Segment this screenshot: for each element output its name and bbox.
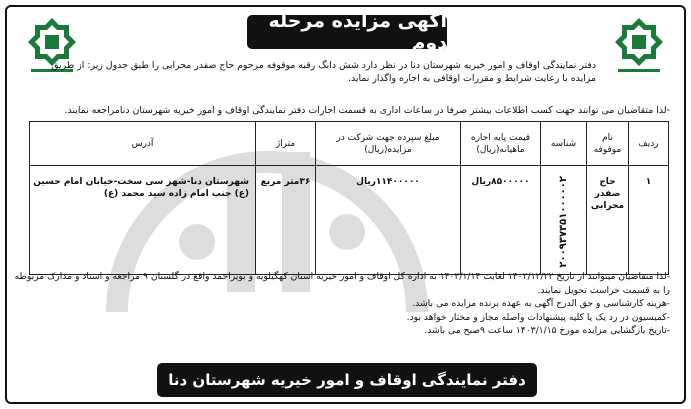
note-line: -هزینه کارشناسی و حق الدرج آگهی به عهده برنده مزایده می باشد.	[412, 298, 670, 309]
cell-deposit: ۱۱۴۰۰۰۰۰ریال	[316, 166, 461, 275]
cell-endowment: حاج صفدر محرابی	[587, 166, 629, 275]
note-line: -لذا متقاضیان میتوانند از تاریخ ۱۴۰۲/۱۲/۲۲ لغایت ۱۴۰۳/۱/۱۴ به اداره کل اوقاف و امور خیریه استان کهگیلویه و بویراحمد واقع در گلستان ۹ مراجعه و اسناد و مدارک مربوطه	[14, 271, 670, 282]
notice-frame	[5, 5, 686, 404]
awqaf-emblem-right-icon	[608, 15, 670, 77]
note-line: را به قسمت حراست تحویل نمایند.	[537, 284, 670, 296]
cell-id	[541, 166, 587, 275]
cell-area: ۳۶متر مربع	[256, 166, 316, 275]
intro-line-3: -لذا متقاضیان می توانند جهت کسب اطلاعات بیشتر صرفا در ساعات اداری به قسمت اجارات دفتر نمایندگی اوقاف و امور خیریه شهرستان دنامراجعه نمایند.	[64, 105, 670, 116]
note-line: -کمیسیون در رد یک یا کلیه پیشنهادات واصله مجاز و مختار خواهد بود.	[406, 311, 670, 323]
cell-address: شهرستان دنا-شهر سی سخت-خیابان امام حسین (ع) جنب امام زاده سید محمد (ع)	[30, 166, 256, 275]
notes-section	[10, 270, 670, 338]
header-base-price: قیمت پایه اجاره ماهیانه(ریال)	[461, 122, 541, 166]
table-header-row	[30, 122, 669, 166]
cell-row-number: ۱	[629, 166, 669, 275]
header-row-number: ردیف	[629, 122, 669, 166]
header-deposit: مبلغ سپرده جهت شرکت در مزایده(ریال)	[316, 122, 461, 166]
header-address: آدرس	[30, 122, 256, 166]
header-endowment: نام موقوفه	[587, 122, 629, 166]
header-area: متراژ	[256, 122, 316, 166]
auction-table	[29, 121, 669, 275]
table-row	[30, 166, 669, 275]
intro-line-1: دفتر نمایندگی اوقاف و امور خیریه شهرستان دنا در نظر دارد شش دانگ رقبه موقوفه مرحوم حاج صفدر محرابی را طبق جدول زیر: از طریق	[51, 60, 596, 71]
cell-base-price: ۸۵۰۰۰۰۰ریال	[461, 166, 541, 275]
intro-line-2: مزایده با رعایت شرایط و مقررات اوقافی به اجاره واگذار نماید.	[347, 73, 596, 84]
cell-id-text: ۲۰۰۹۳۷۳۵۱۰۰۰۰۰۲	[557, 176, 569, 268]
note-line: -تاریخ بازگشایی مزایده مورخ ۱۴۰۳/۱/۱۵ ساعت ۹صبح می باشد.	[424, 325, 670, 336]
footer-office-name: دفتر نمایندگی اوقاف و امور خیریه شهرستان دنا	[157, 363, 537, 397]
header-id: شناسه	[541, 122, 587, 166]
notice-title: آگهی مزایده مرحله دوم	[247, 15, 447, 49]
